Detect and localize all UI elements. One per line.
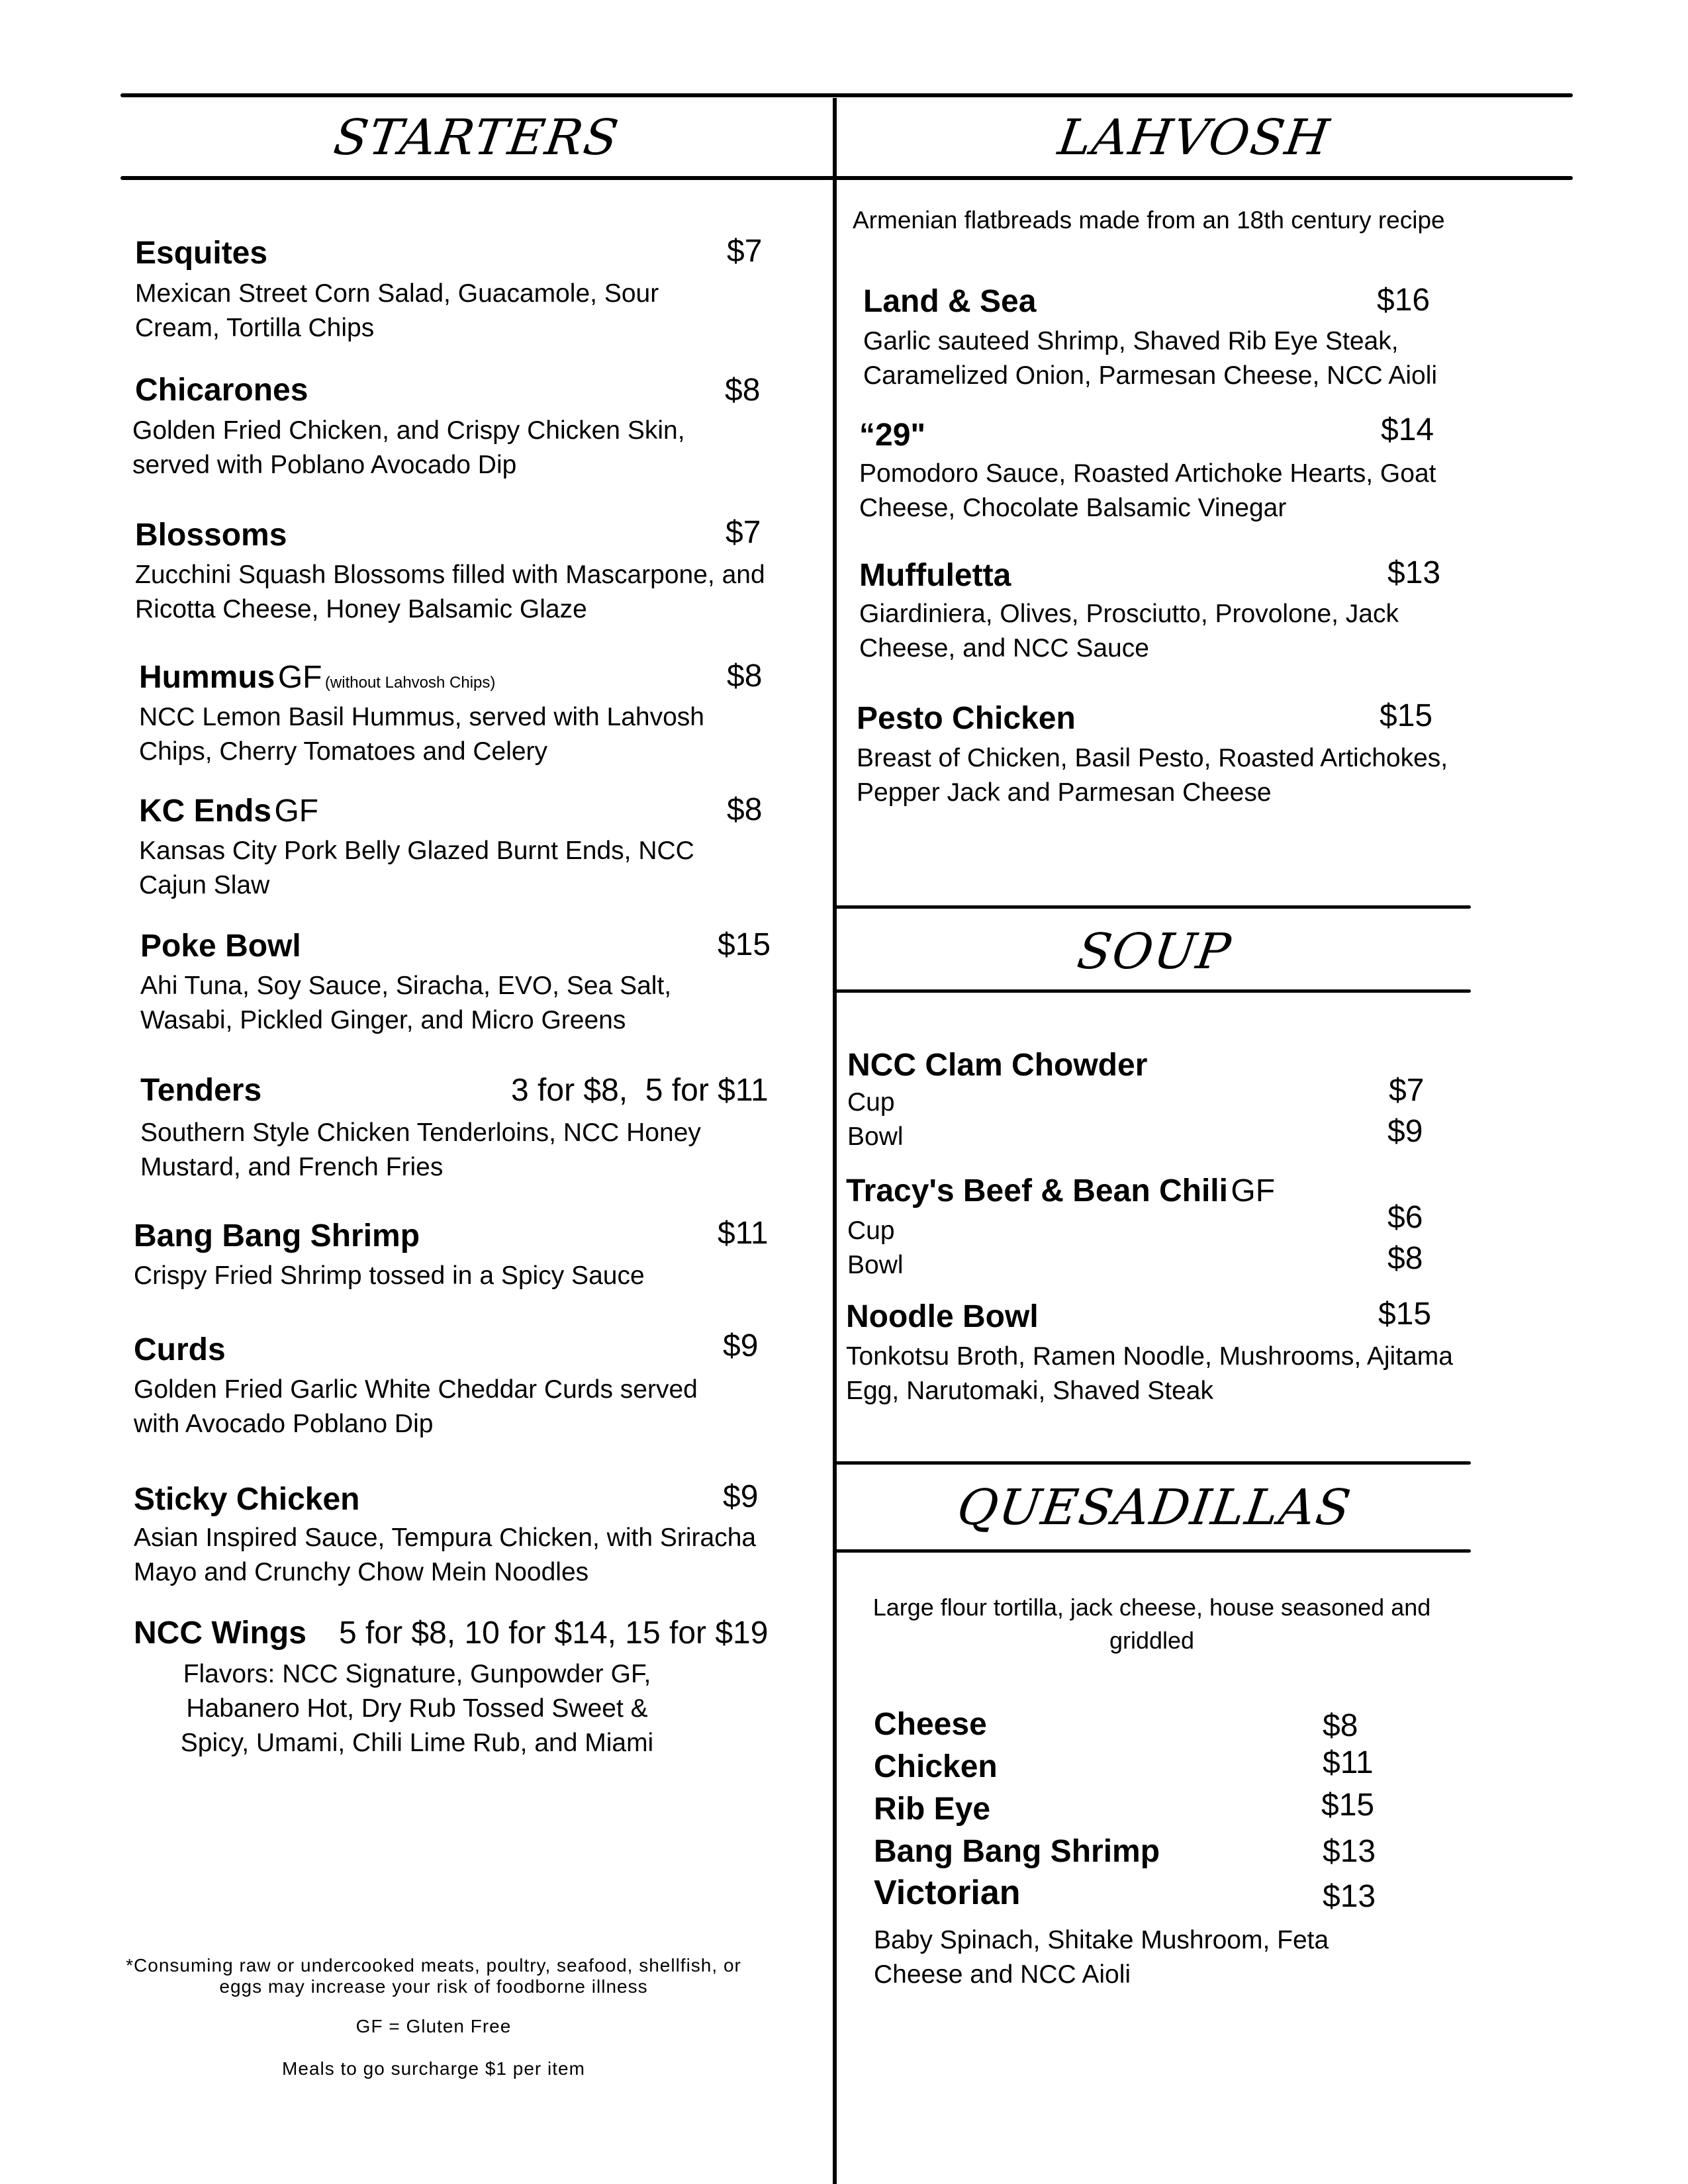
- column-divider: [833, 98, 837, 2184]
- size-label: Cup: [847, 1216, 895, 1245]
- menu-item: [847, 1047, 1147, 1083]
- item-price: $13: [1323, 1879, 1376, 1914]
- menu-item: [874, 1749, 998, 1785]
- item-price: $7: [726, 515, 761, 550]
- gluten-free-tag: GF: [1231, 1173, 1276, 1208]
- item-price: 5 for $8, 10 for $14, 15 for $19: [339, 1615, 769, 1651]
- size-label: Bowl: [847, 1122, 904, 1151]
- item-price: $8: [727, 792, 763, 827]
- menu-item: [859, 557, 1011, 594]
- soup-title: SOUP: [1074, 923, 1235, 980]
- item-name: Hummus: [139, 660, 275, 695]
- item-description: Baby Spinach, Shitake Mushroom, Feta Cheese and NCC Aioli: [874, 1926, 1329, 1989]
- item-name: Sticky Chicken: [134, 1482, 360, 1517]
- item-description: Ahi Tuna, Soy Sauce, Siracha, EVO, Sea Salt, Wasabi, Pickled Ginger, and Micro Greens: [140, 972, 672, 1034]
- item-name: Land & Sea: [863, 284, 1037, 319]
- item-description: Crispy Fried Shrimp tossed in a Spicy Sauce: [134, 1261, 645, 1290]
- menu-item: [139, 659, 495, 696]
- menu-item: [874, 1833, 1160, 1870]
- item-description: Giardiniera, Olives, Prosciutto, Provolone, Jack Cheese, and NCC Sauce: [859, 600, 1399, 662]
- item-name: Pesto Chicken: [857, 701, 1076, 736]
- starters-title: STARTERS: [330, 109, 623, 166]
- menu-item: [134, 1615, 306, 1651]
- item-description: Golden Fried Garlic White Cheddar Curds served with Avocado Poblano Dip: [134, 1375, 698, 1438]
- item-price: $15: [1378, 1297, 1432, 1332]
- menu-item: [135, 517, 287, 553]
- quesadillas-title: QUESADILLAS: [953, 1479, 1356, 1536]
- menu-item: [857, 700, 1076, 737]
- item-description: Zucchini Squash Blossoms filled with Mascarpone, and Ricotta Cheese, Honey Balsamic Glaze: [135, 561, 765, 623]
- top-rule: [120, 93, 1573, 97]
- menu-item: [874, 1706, 987, 1743]
- item-name: Victorian: [874, 1874, 1021, 1912]
- item-name: NCC Wings: [134, 1615, 306, 1651]
- item-price: $8: [1323, 1708, 1358, 1743]
- item-name: Blossoms: [135, 518, 287, 553]
- item-name: Cheese: [874, 1707, 987, 1742]
- item-price: $13: [1387, 555, 1441, 590]
- menu-item: [863, 283, 1036, 320]
- item-name: Rib Eye: [874, 1792, 991, 1827]
- menu-item: [874, 1873, 1021, 1913]
- menu-item: [134, 1332, 226, 1368]
- gluten-free-legend: GF = Gluten Free: [355, 2016, 512, 2036]
- item-description: Mexican Street Corn Salad, Guacamole, Sour Cream, Tortilla Chips: [135, 279, 659, 342]
- item-price: $16: [1377, 283, 1430, 318]
- item-price: $11: [718, 1216, 769, 1251]
- menu-item: [874, 1791, 990, 1827]
- menu-item: [140, 928, 301, 964]
- item-name: Curds: [134, 1332, 226, 1367]
- item-price: $8: [725, 373, 761, 408]
- gluten-free-tag: GF: [277, 660, 322, 695]
- foodborne-illness-warning: *Consuming raw or undercooked meats, poultry, seafood, shellfish, or eggs may increase your risk of foodborne illness: [126, 1955, 741, 1997]
- item-price: $15: [1321, 1788, 1375, 1823]
- item-name: NCC Clam Chowder: [847, 1048, 1148, 1083]
- soup-bottom-rule: [835, 989, 1471, 993]
- item-description: Flavors: NCC Signature, Gunpowder GF, Habanero Hot, Dry Rub Tossed Sweet & Spicy, Umami, Chili Lime Rub, and Miami: [180, 1660, 654, 1757]
- item-price: $14: [1381, 412, 1434, 447]
- item-name: Poke Bowl: [140, 929, 301, 964]
- item-description: Pomodoro Sauce, Roasted Artichoke Hearts, Goat Cheese, Chocolate Balsamic Vinegar: [859, 459, 1436, 522]
- item-note: (without Lahvosh Chips): [324, 674, 496, 692]
- size-price: $9: [1387, 1114, 1423, 1149]
- quesadillas-bottom-rule: [835, 1549, 1471, 1553]
- menu-item: [846, 1173, 1275, 1209]
- item-name: “29": [859, 418, 926, 453]
- item-description: Kansas City Pork Belly Glazed Burnt Ends, NCC Cajun Slaw: [139, 837, 694, 899]
- item-price: $9: [723, 1328, 759, 1363]
- item-name: Esquites: [135, 236, 268, 271]
- lahvosh-title: LAHVOSH: [1055, 109, 1334, 166]
- menu-item: [134, 1481, 359, 1518]
- menu-item: [140, 1072, 261, 1109]
- item-name: Tenders: [140, 1073, 262, 1108]
- soup-top-rule: [835, 905, 1471, 909]
- item-name: Tracy's Beef & Bean Chili: [846, 1173, 1228, 1208]
- menu-item: [134, 1218, 420, 1254]
- item-description: Garlic sauteed Shrimp, Shaved Rib Eye Steak, Caramelized Onion, Parmesan Cheese, NCC Aioli: [863, 327, 1438, 390]
- item-name: Chicken: [874, 1749, 998, 1784]
- menu-item: [139, 793, 318, 829]
- quesadillas-top-rule: [835, 1461, 1471, 1465]
- header-bottom-rule: [120, 176, 1573, 180]
- item-description: Breast of Chicken, Basil Pesto, Roasted Artichokes, Pepper Jack and Parmesan Cheese: [857, 744, 1448, 807]
- item-price: $7: [727, 234, 763, 269]
- item-description: Golden Fried Chicken, and Crispy Chicken Skin, served with Poblano Avocado Dip: [132, 416, 685, 479]
- item-name: Noodle Bowl: [846, 1299, 1039, 1334]
- item-name: Chicarones: [135, 373, 308, 408]
- section-intro: Armenian flatbreads made from an 18th century recipe: [853, 206, 1445, 234]
- size-label: Cup: [847, 1088, 895, 1116]
- item-name: Muffuletta: [859, 558, 1011, 593]
- item-name: Bang Bang Shrimp: [134, 1218, 420, 1253]
- size-price: $8: [1387, 1241, 1423, 1276]
- item-description: Tonkotsu Broth, Ramen Noodle, Mushrooms, Ajitama Egg, Narutomaki, Shaved Steak: [846, 1342, 1453, 1405]
- item-price: 3 for $8, 5 for $11: [511, 1073, 769, 1108]
- menu-item: [859, 417, 925, 453]
- to-go-surcharge-note: Meals to go surcharge $1 per item: [282, 2058, 585, 2079]
- section-intro: Large flour tortilla, jack cheese, house seasoned and griddled: [872, 1594, 1431, 1654]
- item-description: Asian Inspired Sauce, Tempura Chicken, with Sriracha Mayo and Crunchy Chow Mein Noodles: [134, 1524, 757, 1586]
- size-label: Bowl: [847, 1251, 904, 1279]
- item-price: $15: [1380, 698, 1433, 733]
- menu-item: [135, 235, 267, 271]
- item-name: KC Ends: [139, 794, 272, 829]
- size-price: $6: [1387, 1200, 1423, 1235]
- item-price: $8: [727, 659, 763, 694]
- item-price: $11: [1323, 1745, 1374, 1780]
- item-price: $9: [723, 1479, 759, 1514]
- size-price: $7: [1389, 1073, 1425, 1108]
- menu-item: [846, 1298, 1039, 1335]
- item-name: Bang Bang Shrimp: [874, 1834, 1160, 1869]
- item-description: NCC Lemon Basil Hummus, served with Lahvosh Chips, Cherry Tomatoes and Celery: [139, 703, 705, 766]
- item-price: $13: [1323, 1834, 1376, 1869]
- menu-item: [135, 372, 308, 408]
- item-description: Southern Style Chicken Tenderloins, NCC Honey Mustard, and French Fries: [140, 1118, 701, 1181]
- gluten-free-tag: GF: [274, 794, 319, 829]
- item-price: $15: [718, 927, 771, 962]
